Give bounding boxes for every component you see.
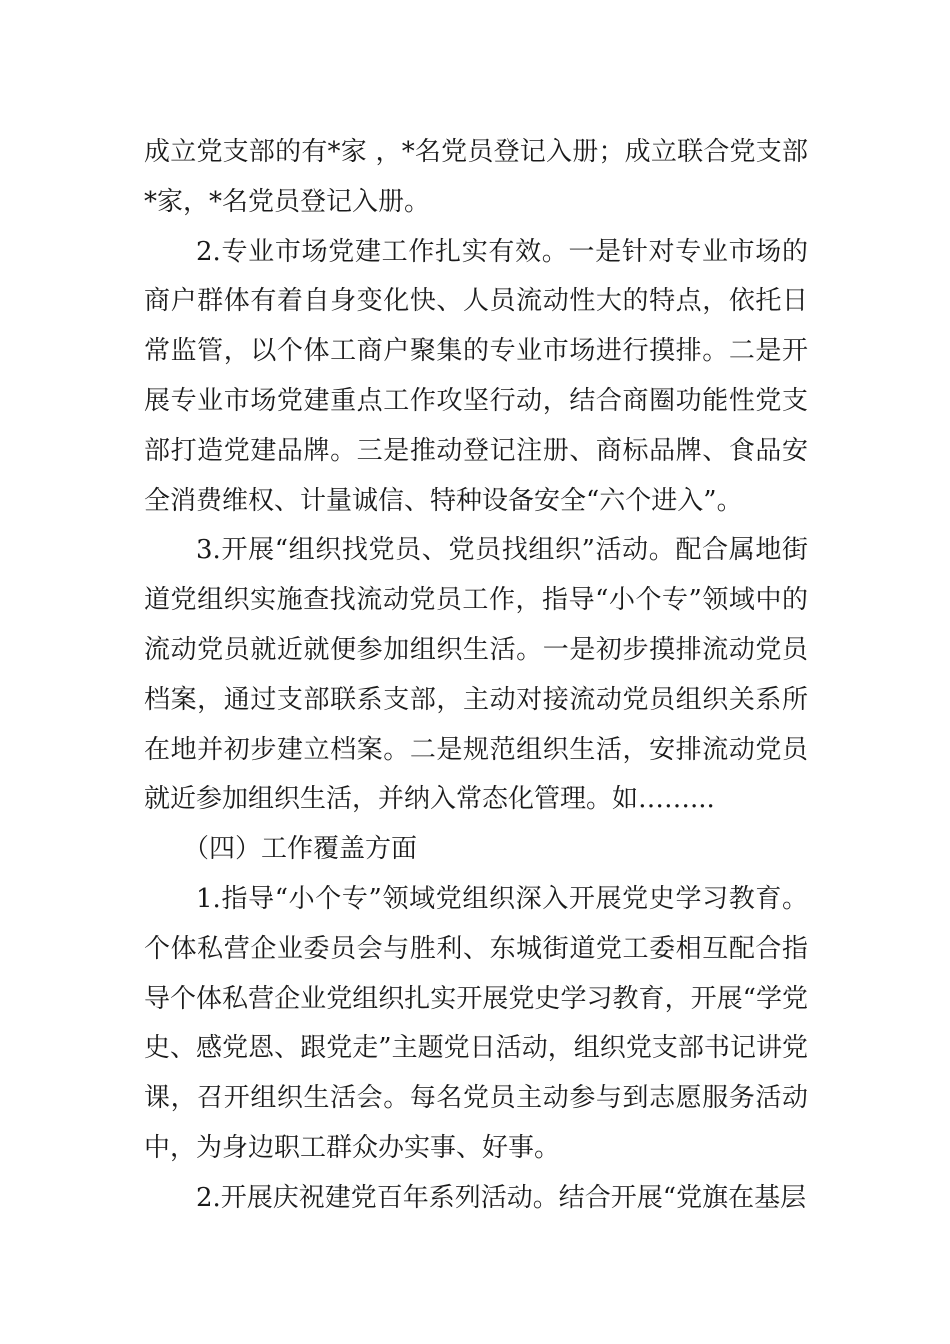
paragraph-market-party-building: 2.专业市场党建工作扎实有效。一是针对专业市场的商户群体有着自身变化快、人员流动性大的特点，依托日常监管，以个体工商户聚集的专业市场进行摸排。二是开展专业市场党建重点工作攻坚行动，结合商圈功能性党支部打造党建品牌。三是推动登记注册、商标品牌、食品安全消费维权、计量诚信、特种设备安全“六个进入”。 [144,236,808,516]
paragraph-continuation: 成立党支部的有*家 ，*名党员登记入册；成立联合党支部*家，*名党员登记入册。 [144,137,808,217]
document-body [144,128,808,1224]
paragraph-mobile-party-members: 3.开展“组织找党员、党员找组织”活动。配合属地街道党组织实施查找流动党员工作，指导“小个专”领域中的流动党员就近就便参加组织生活。一是初步摸排流动党员档案，通过支部联系支部，主动对接流动党员组织关系所在地并初步建立档案。二是规范组织生活，安排流动党员就近参加组织生活，并纳入常态化管理。如……... [144,535,808,815]
section-heading-work-coverage: （四）工作覆盖方面 [183,834,418,865]
paragraph-centenary-activities: 2.开展庆祝建党百年系列活动。结合开展“党旗在基层 [196,1182,807,1213]
paragraph-party-history-education: 1.指导“小个专”领域党组织深入开展党史学习教育。个体私营企业委员会与胜利、东城街道党工委相互配合指导个体私营企业党组织扎实开展党史学习教育，开展“学党史、感党恩、跟党走”主题党日活动，组织党支部书记讲党课，召开组织生活会。每名党员主动参与到志愿服务活动中，为身边职工群众办实事、好事。 [144,883,808,1163]
